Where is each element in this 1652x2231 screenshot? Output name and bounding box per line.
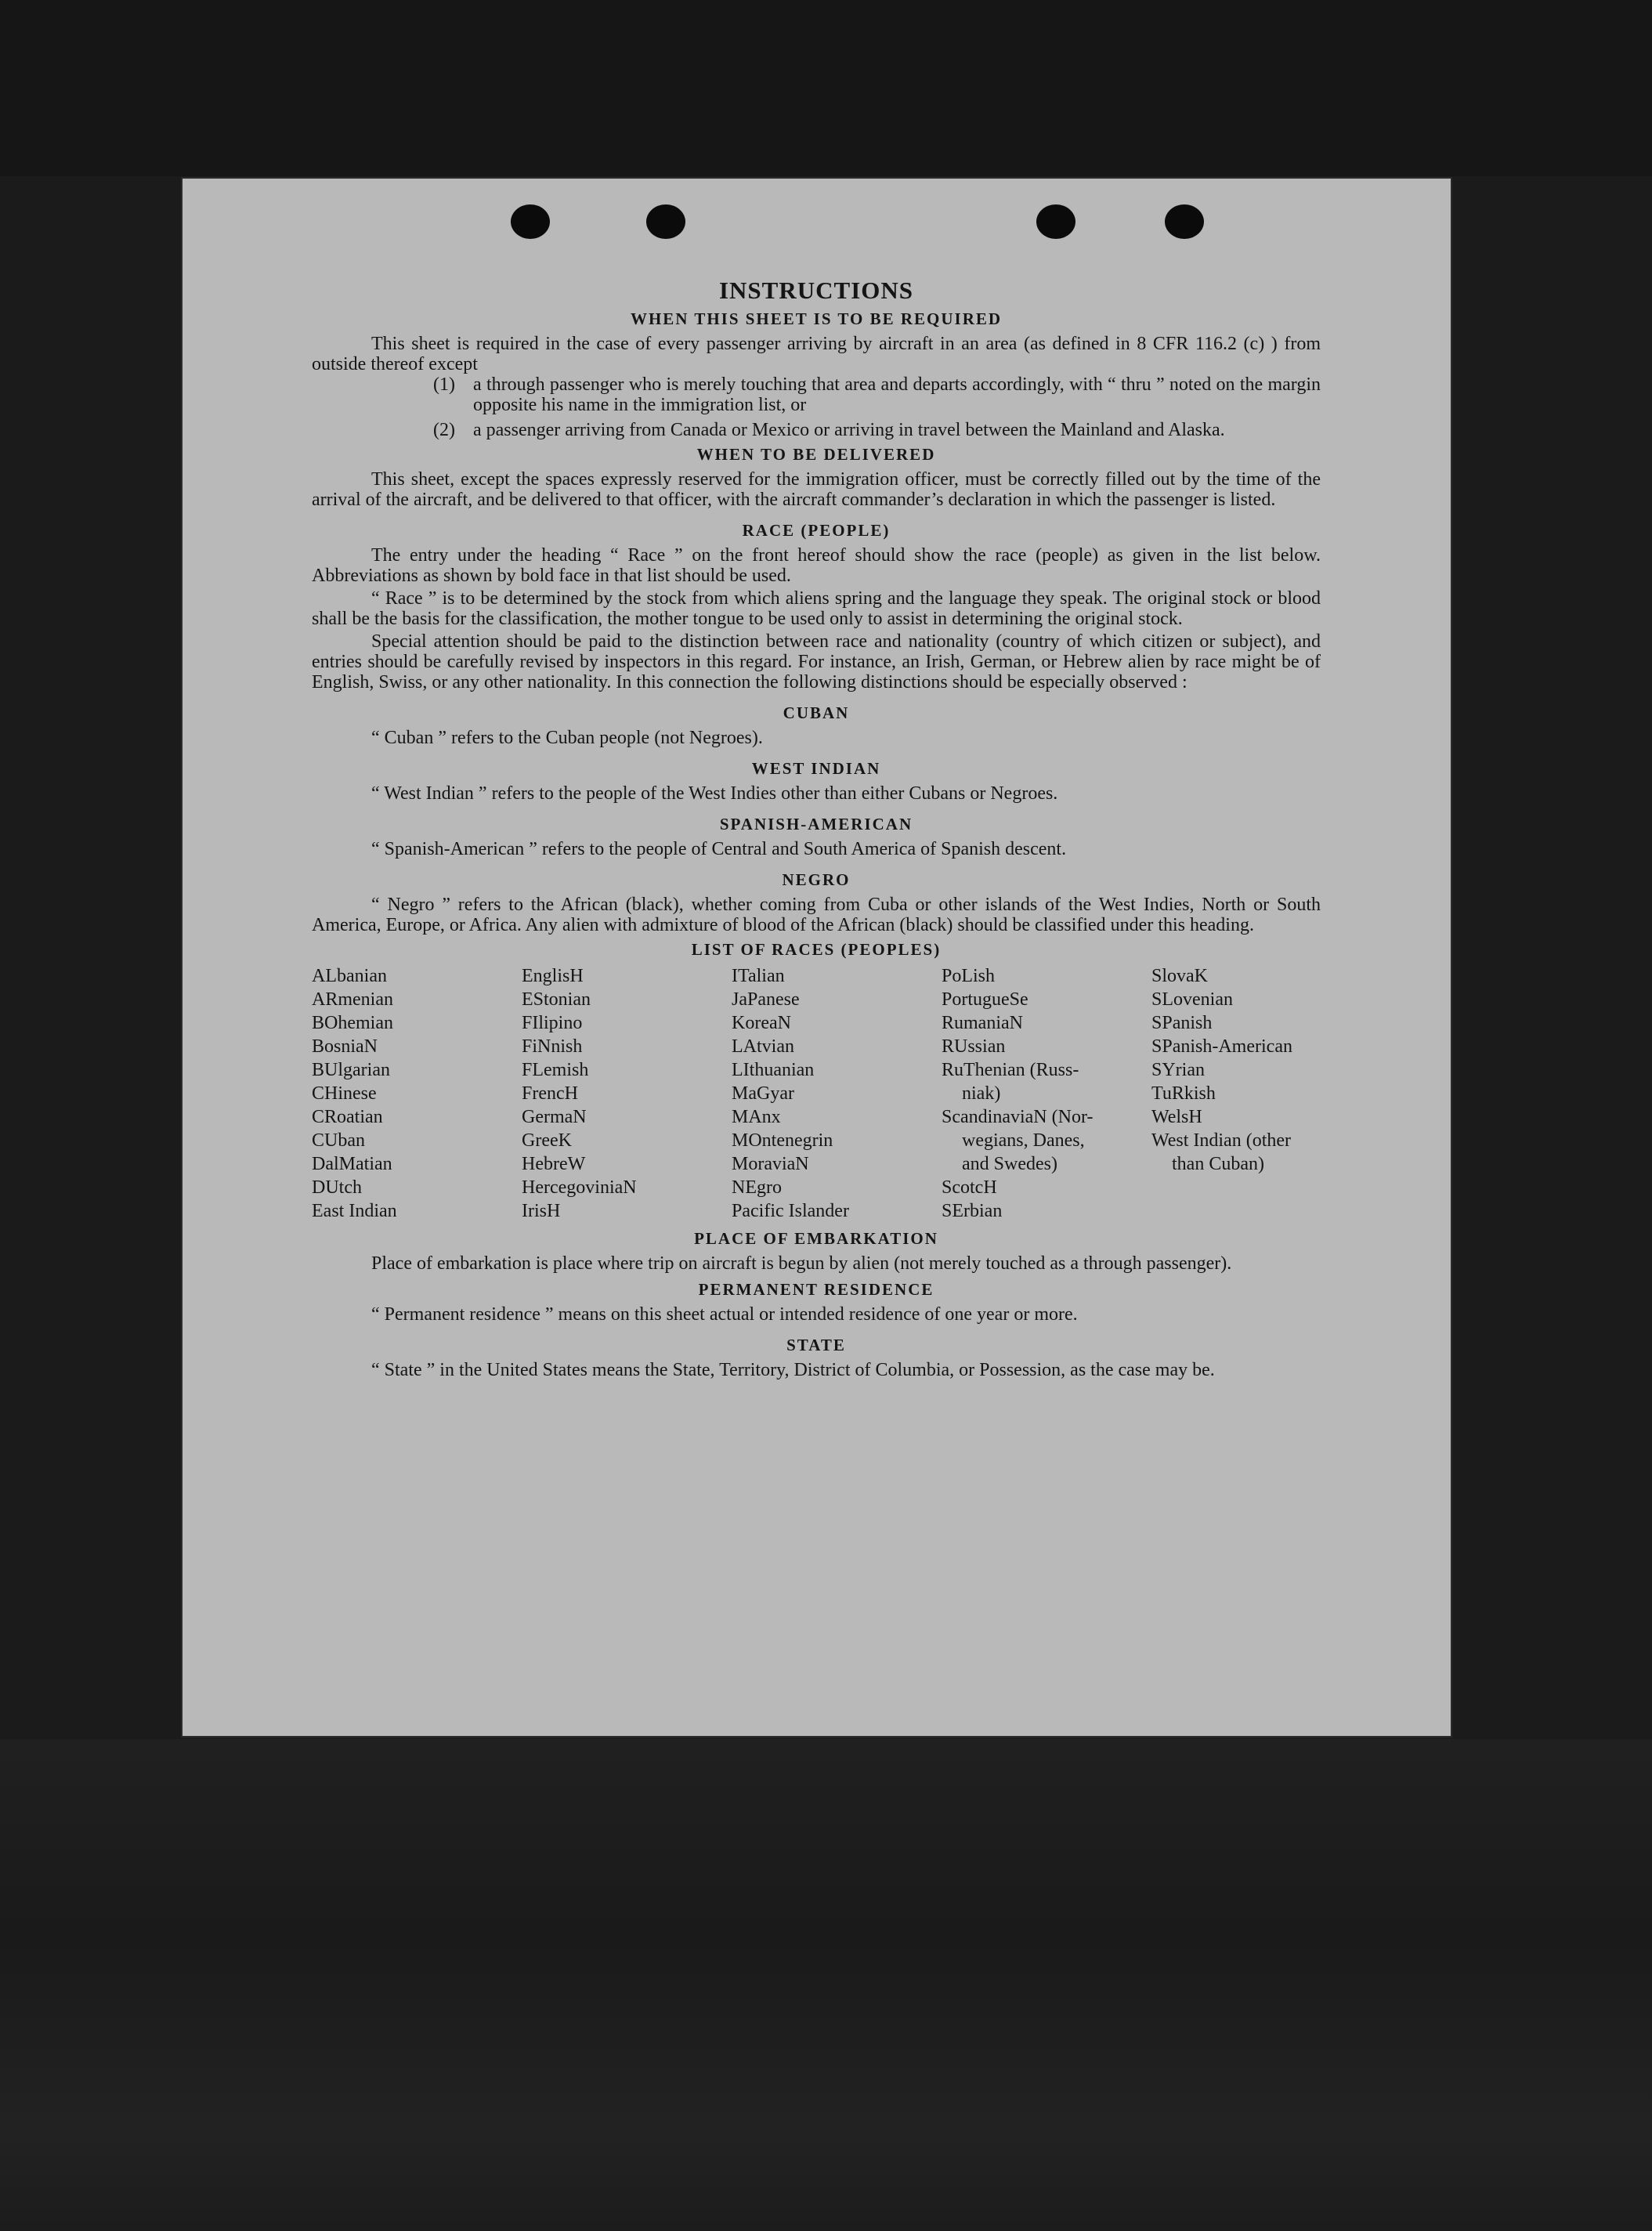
race-entry: CUban — [312, 1130, 365, 1151]
page-title: INSTRUCTIONS — [718, 277, 913, 304]
race-entry: wegians, Danes, — [962, 1130, 1085, 1151]
race-entry: WelsH — [1151, 1107, 1202, 1127]
section-heading-spanish-american: SPANISH-AMERICAN — [719, 815, 913, 833]
required-intro: This sheet is required in the case of every passenger arriving by aircraft in an area (as defined in 8 CFR 116.2 (c) ) from outside thereof except — [312, 334, 1321, 374]
section-heading-races-list: LIST OF RACES (PEOPLES) — [691, 940, 942, 959]
negro-text: “ Negro ” refers to the African (black), whether coming from Cuba or other islands of the West Indies, North or South America, Europe, or Africa. Any alien with admixture of blood of the African (black) should be classified under this heading. — [312, 895, 1321, 935]
item-text: a passenger arriving from Canada or Mexico or arriving in travel between the Mainland and Alaska. — [473, 420, 1225, 440]
race-entry: East Indian — [312, 1201, 397, 1221]
race-paragraph-2: “ Race ” is to be determined by the stock from which aliens spring and the language they speak. The original stock or blood shall be the basis for the classification, the mother tongue to be used only to assist in determining the original stock. — [312, 588, 1321, 629]
section-heading-west-indian: WEST INDIAN — [751, 759, 881, 778]
punch-hole — [1165, 204, 1204, 239]
section-heading-embarkation: PLACE OF EMBARKATION — [694, 1229, 938, 1248]
race-entry: GreeK — [522, 1130, 572, 1151]
race-entry: MAnx — [732, 1107, 781, 1127]
race-entry: MOntenegrin — [732, 1130, 833, 1151]
races-column — [522, 964, 732, 1223]
item-text: a through passenger who is merely touching that area and departs accordingly, with “ thru ” noted on the margin opposite his name in the immigration list, or — [473, 374, 1321, 415]
race-entry: LAtvian — [732, 1036, 794, 1057]
race-entry: niak) — [962, 1083, 1001, 1104]
race-entry: IrisH — [522, 1201, 561, 1221]
race-entry: RUssian — [942, 1036, 1006, 1057]
race-entry: DalMatian — [312, 1154, 392, 1174]
race-entry: BosniaN — [312, 1036, 378, 1057]
race-entry: NEgro — [732, 1177, 782, 1198]
race-entry: PortugueSe — [942, 989, 1028, 1010]
race-entry: HercegoviniaN — [522, 1177, 637, 1198]
race-entry: SPanish — [1151, 1013, 1213, 1033]
race-entry: LIthuanian — [732, 1060, 815, 1080]
race-entry: ARmenian — [312, 989, 393, 1010]
section-heading-delivered: WHEN TO BE DELIVERED — [696, 445, 936, 464]
west-indian-text: “ West Indian ” refers to the people of the West Indies other than either Cubans or Negroes. — [371, 783, 1058, 804]
race-entry: ALbanian — [312, 966, 387, 986]
races-column — [1151, 964, 1324, 1223]
race-entry: ScandinaviaN (Nor- — [942, 1107, 1094, 1127]
race-entry: FIlipino — [522, 1013, 583, 1033]
race-entry: EnglisH — [522, 966, 584, 986]
race-entry: ITalian — [732, 966, 785, 986]
races-column — [312, 964, 522, 1223]
race-paragraph-1: The entry under the heading “ Race ” on the front hereof should show the race (people) as given in the list below. Abbreviations as shown by bold face in that list should be used. — [312, 545, 1321, 586]
race-entry: CRoatian — [312, 1107, 383, 1127]
race-entry: KoreaN — [732, 1013, 791, 1033]
race-entry: SYrian — [1151, 1060, 1205, 1080]
scan-background-top — [0, 0, 1652, 176]
scan-background-bottom — [0, 1739, 1652, 2231]
race-entry: FLemish — [522, 1060, 589, 1080]
section-heading-negro: NEGRO — [782, 870, 851, 889]
state-text: “ State ” in the United States means the State, Territory, District of Columbia, or Possession, as the case may be. — [371, 1360, 1215, 1380]
section-heading-state: STATE — [786, 1336, 846, 1354]
race-entry: CHinese — [312, 1083, 377, 1104]
section-heading-race: RACE (PEOPLE) — [742, 521, 891, 540]
punch-hole — [646, 204, 685, 239]
races-table — [312, 964, 1321, 1223]
spanish-american-text: “ Spanish-American ” refers to the people of Central and South America of Spanish descent. — [371, 839, 1067, 859]
race-entry: JaPanese — [732, 989, 800, 1010]
race-entry: SErbian — [942, 1201, 1003, 1221]
punch-hole — [1036, 204, 1075, 239]
race-entry: FrencH — [522, 1083, 578, 1104]
document-page — [183, 179, 1451, 1736]
instructions-content — [312, 277, 1321, 1380]
races-column — [732, 964, 942, 1223]
race-entry: BOhemian — [312, 1013, 393, 1033]
item-number: (2) — [433, 420, 455, 440]
race-entry: TuRkish — [1151, 1083, 1216, 1104]
item-number: (1) — [433, 374, 455, 395]
race-entry: SlovaK — [1151, 966, 1208, 986]
race-entry: GermaN — [522, 1107, 587, 1127]
race-entry: SLovenian — [1151, 989, 1233, 1010]
race-entry: FiNnish — [522, 1036, 583, 1057]
delivered-text: This sheet, except the spaces expressly reserved for the immigration officer, must be correctly filled out by the time of the arrival of the aircraft, and be delivered to that officer, with the aircraft commander’s declaration in which the passenger is listed. — [312, 469, 1321, 510]
race-entry: MaGyar — [732, 1083, 794, 1104]
race-entry: EStonian — [522, 989, 591, 1010]
race-entry: and Swedes) — [962, 1154, 1057, 1174]
section-heading-required: WHEN THIS SHEET IS TO BE REQUIRED — [630, 309, 1003, 328]
race-entry: DUtch — [312, 1177, 362, 1198]
race-entry: West Indian (other — [1151, 1130, 1292, 1151]
race-entry: HebreW — [522, 1154, 586, 1174]
residence-text: “ Permanent residence ” means on this sheet actual or intended residence of one year or more. — [371, 1304, 1078, 1325]
race-entry: SPanish-American — [1151, 1036, 1292, 1057]
races-column — [942, 964, 1151, 1223]
race-entry: BUlgarian — [312, 1060, 390, 1080]
race-paragraph-3: Special attention should be paid to the distinction between race and nationality (country of which citizen or subject), and entries should be carefully revised by inspectors in this regard. For instance, an Irish, German, or Hebrew alien by race might be of English, Swiss, or any other nationality. In this connection the following distinctions should be especially observed : — [312, 631, 1321, 692]
race-entry: RuThenian (Russ- — [942, 1060, 1079, 1080]
exception-item-2 — [433, 420, 1321, 440]
section-heading-residence: PERMANENT RESIDENCE — [698, 1280, 934, 1299]
race-entry: MoraviaN — [732, 1154, 809, 1174]
race-entry: Pacific Islander — [732, 1201, 849, 1221]
race-entry: RumaniaN — [942, 1013, 1023, 1033]
race-entry: PoLish — [942, 966, 996, 986]
section-heading-cuban: CUBAN — [783, 703, 850, 722]
cuban-text: “ Cuban ” refers to the Cuban people (not Negroes). — [371, 728, 763, 748]
exception-item-1 — [433, 374, 1321, 415]
race-entry: ScotcH — [942, 1177, 997, 1198]
race-entry: than Cuban) — [1172, 1154, 1264, 1174]
punch-hole — [511, 204, 550, 239]
embarkation-text: Place of embarkation is place where trip on aircraft is begun by alien (not merely touched as a through passenger). — [371, 1253, 1232, 1274]
